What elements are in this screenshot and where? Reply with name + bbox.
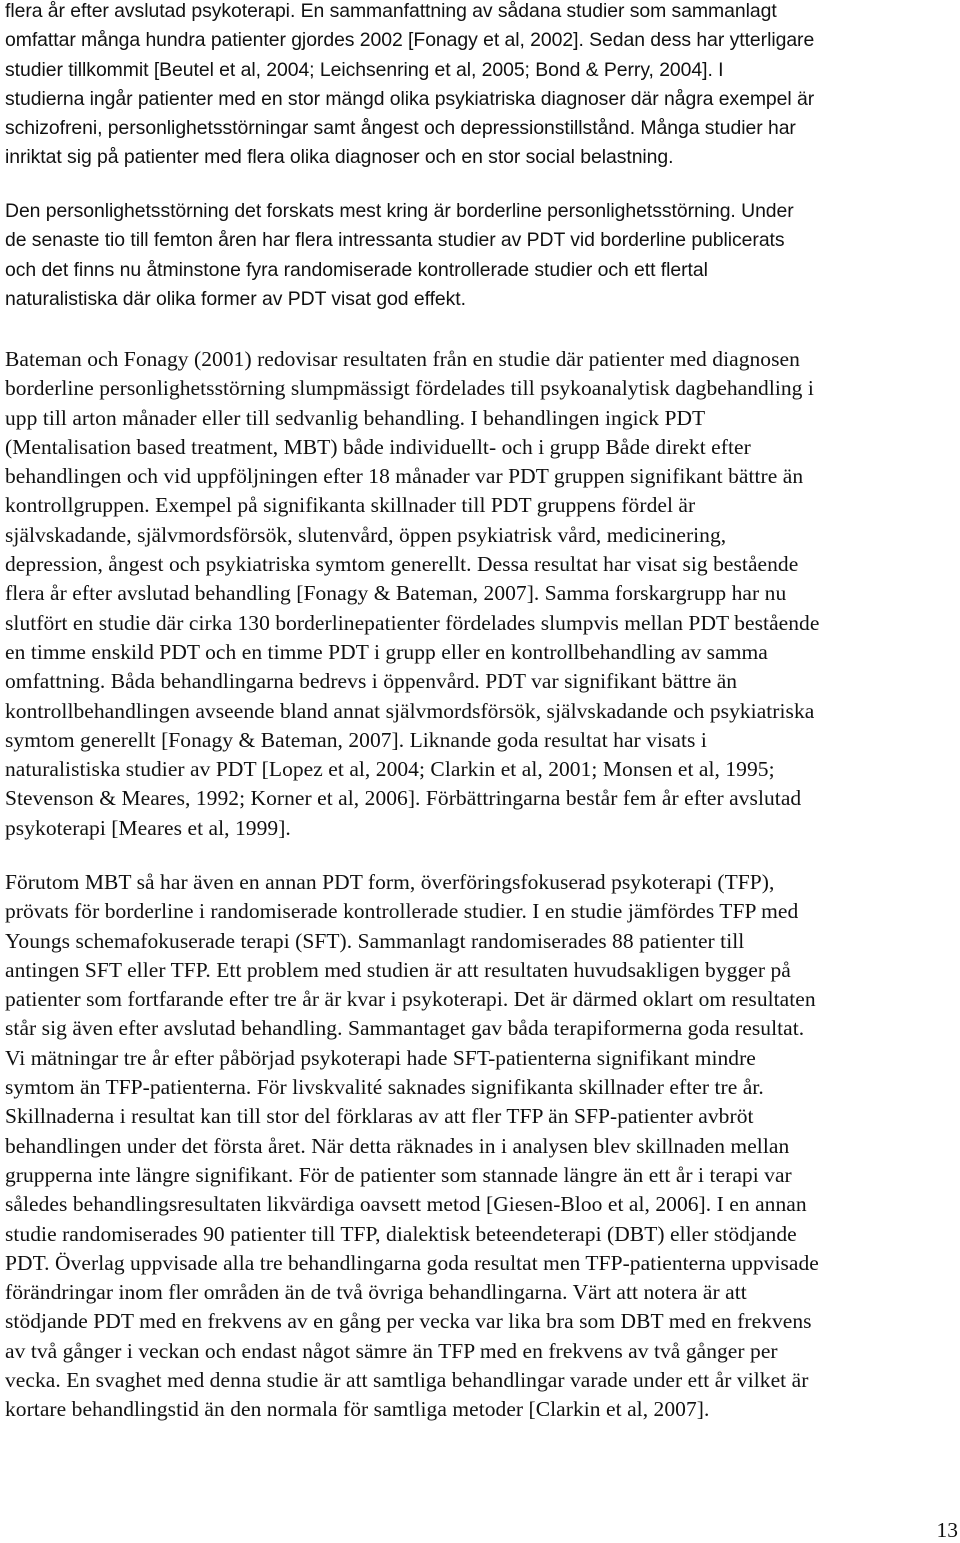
text-line: depression, ångest och psykiatriska symtom generellt. Dessa resultat har visat sig bestående — [5, 552, 799, 577]
text-line: Vi mätningar tre år efter påbörjad psykoterapi hade SFT-patienterna signifikant mindre — [5, 1045, 756, 1070]
text-line: förändringar inom fler områden än de två övriga behandlingarna. Värt att notera är att — [5, 1280, 747, 1305]
paragraph-borderline-research — [5, 197, 957, 314]
text-line: upp till arton månader eller till sedvanlig behandling. I behandlingen ingick PDT — [5, 405, 706, 430]
text-line: (Mentalisation based treatment, MBT) både individuellt- och i grupp Både direkt efter — [5, 434, 751, 459]
text-line: behandlingen och vid uppföljningen efter 18 månader var PDT gruppen signifikant bättre än — [5, 464, 804, 489]
text-line: de senaste tio till femton åren har flera intressanta studier av PDT vid borderline publicerats — [5, 229, 785, 252]
text-line: behandlingen under det första året. När detta räknades in i analysen blev skillnaden mellan — [5, 1133, 790, 1158]
text-line: prövats för borderline i randomiserade kontrollerade studier. I en studie jämfördes TFP med — [5, 899, 799, 924]
text-line: naturalistiska där olika former av PDT visat god effekt. — [5, 287, 466, 310]
text-line: naturalistiska studier av PDT [Lopez et al, 2004; Clarkin et al, 2001; Monsen et al, 1995; — [5, 757, 775, 782]
text-line: omfattar många hundra patienter gjordes 2002 [Fonagy et al, 2002]. Sedan dess har ytterligare — [5, 29, 815, 52]
text-line: flera år efter avslutad behandling [Fonagy & Bateman, 2007]. Samma forskargrupp har nu — [5, 581, 787, 606]
text-line: grupperna inte längre signifikant. För de patienter som stannade längre än ett år i terapi var — [5, 1162, 792, 1187]
text-line: Skillnaderna i resultat kan till stor del förklaras av att fler TFP än SFP-patienter avbröt — [5, 1104, 754, 1129]
text-line: vecka. En svaghet med denna studie är att samtliga behandlingar varade under ett år vilket är — [5, 1368, 809, 1393]
text-line: Youngs schemafokuserade terapi (SFT). Sammanlagt randomiserades 88 patienter till — [5, 928, 745, 953]
text-line: borderline personlighetsstörning slumpmässigt fördelades till psykoanalytisk dagbehandling i — [5, 376, 814, 401]
text-line: Den personlighetsstörning det forskats mest kring är borderline personlighetsstörning. Under — [5, 200, 794, 222]
text-line: en timme enskild PDT och en timme PDT i grupp eller en kontrollbehandling av samma — [5, 639, 768, 664]
text-line: symtom generellt [Fonagy & Bateman, 2007]. Liknande goda resultat har visats i — [5, 727, 707, 752]
text-line: av två gånger i veckan och endast något sämre än TFP med en frekvens av två gånger per — [5, 1338, 778, 1363]
text-line: inriktat sig på patienter med flera olika diagnoser och en stor social belastning. — [5, 146, 674, 169]
text-line: stödjande PDT med en frekvens av en gång per vecka var lika bra som DBT med en frekvens — [5, 1309, 812, 1334]
text-line: psykoterapi [Meares et al, 1999]. — [5, 815, 291, 840]
text-line: symtom än TFP-patienterna. För livskvalité saknades signifikanta skillnader efter tre år. — [5, 1075, 764, 1100]
text-line: flera år efter avslutad psykoterapi. En sammanfattning av sådana studier som sammanlagt — [5, 0, 777, 22]
text-line: PDT. Överlag uppvisade alla tre behandlingarna goda resultat men TFP-patienterna uppvisade — [5, 1250, 819, 1275]
text-line: självskadande, självmordsförsök, slutenvård, öppen psykiatrisk vård, medicinering, — [5, 522, 727, 547]
text-line: studier tillkommit [Beutel et al, 2004; Leichsenring et al, 2005; Bond & Perry, 2004]. I — [5, 58, 724, 81]
text-line: står sig även efter avslutad behandling. Sammantaget gav båda terapiformerna goda resultat. — [5, 1016, 805, 1041]
text-line: patienter som fortfarande efter tre år är kvar i psykoterapi. Det är därmed oklart om resultaten — [5, 987, 816, 1012]
text-line: således behandlingsresultaten likvärdiga oavsett metod [Giesen-Bloo et al, 2006]. I en annan — [5, 1192, 807, 1217]
text-line: kontrollgruppen. Exempel på signifikanta skillnader till PDT gruppens fördel är — [5, 493, 696, 518]
text-line: kontrollbehandlingen avseende bland annat självmordsförsök, självskadande och psykiatriska — [5, 698, 815, 723]
text-line: antingen SFT eller TFP. Ett problem med studien är att resultaten huvudsakligen bygger på — [5, 957, 791, 982]
text-line: studie randomiserades 90 patienter till TFP, dialektisk beteendeterapi (DBT) eller stödjande — [5, 1221, 797, 1246]
text-line: studierna ingår patienter med en stor mängd olika psykiatriska diagnoser där några exempel är — [5, 87, 815, 110]
text-line: slutfört en studie där cirka 130 borderlinepatienter fördelades slumpvis mellan PDT bestående — [5, 610, 820, 635]
text-line: kortare behandlingstid än den normala för samtliga metoder [Clarkin et al, 2007]. — [5, 1397, 710, 1422]
text-line: schizofreni, personlighetsstörningar samt ångest och depressionstillstånd. Många studier har — [5, 117, 796, 140]
text-line: Bateman och Fonagy (2001) redovisar resultaten från en studie där patienter med diagnosen — [5, 347, 800, 371]
page-number: 13 — [936, 1518, 958, 1542]
paragraph-research-summary — [5, 0, 957, 173]
text-line: Förutom MBT så har även en annan PDT form, överföringsfokuserad psykoterapi (TFP), — [5, 870, 775, 894]
paragraph-bateman-fonagy-study — [5, 345, 957, 843]
text-line: omfattning. Båda behandlingarna bedrevs i öppenvård. PDT var signifikant bättre än — [5, 669, 738, 694]
text-line: Stevenson & Meares, 1992; Korner et al, 2006]. Förbättringarna består fem år efter avslutad — [5, 786, 802, 811]
paragraph-tfp-studies — [5, 868, 957, 1425]
text-line: och det finns nu åtminstone fyra randomiserade kontrollerade studier och ett flertal — [5, 258, 708, 281]
